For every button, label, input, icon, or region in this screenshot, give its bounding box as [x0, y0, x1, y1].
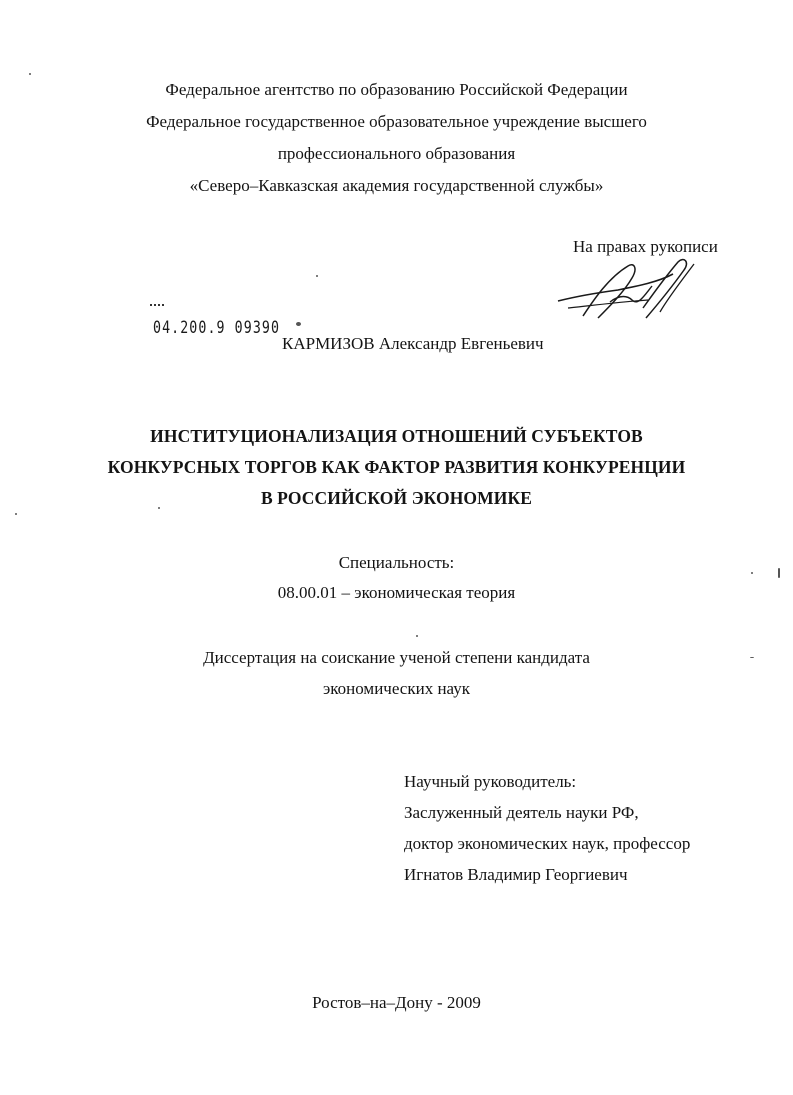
scan-speck: [416, 635, 418, 637]
library-stamp-number: 04.200.9 09390: [153, 318, 281, 338]
stamp-speck: [296, 322, 301, 326]
supervisor-label: Научный руководитель:: [404, 772, 577, 791]
supervisor-degree: доктор экономических наук, профессор: [404, 834, 691, 853]
specialty-label: Специальность:: [338, 553, 455, 572]
header-agency: Федеральное агентство по образованию Российской Федерации: [165, 80, 628, 99]
scan-speck: [29, 73, 31, 75]
header-institution: Федеральное государственное образовательное учреждение высшего: [146, 112, 647, 131]
scan-speck: [750, 657, 754, 658]
header-academy: «Северо–Кавказская академия государственной службы»: [189, 176, 604, 195]
scan-speck: [158, 507, 160, 509]
manuscript-note: На правах рукописи: [573, 237, 718, 256]
author-name: КАРМИЗОВ Александр Евгеньевич: [282, 334, 544, 353]
stamp-dots: [150, 304, 164, 309]
title-line-3: В РОССИЙСКОЙ ЭКОНОМИКЕ: [260, 488, 533, 508]
scan-mark: [778, 568, 780, 578]
supervisor-honor: Заслуженный деятель науки РФ,: [404, 803, 639, 822]
header-education: профессионального образования: [277, 144, 516, 163]
scan-speck: [316, 275, 318, 277]
place-year: Ростов–на–Дону - 2009: [312, 993, 481, 1012]
title-line-1: ИНСТИТУЦИОНАЛИЗАЦИЯ ОТНОШЕНИЙ СУБЪЕКТОВ: [150, 426, 643, 446]
supervisor-name: Игнатов Владимир Георгиевич: [404, 865, 628, 884]
scan-speck: [751, 572, 753, 574]
dissertation-line-2: экономических наук: [322, 679, 471, 698]
title-line-2: КОНКУРСНЫХ ТОРГОВ КАК ФАКТОР РАЗВИТИЯ КОНКУРЕНЦИИ: [107, 457, 686, 477]
specialty-value: 08.00.01 – экономическая теория: [277, 583, 516, 602]
dissertation-line-1: Диссертация на соискание ученой степени кандидата: [203, 648, 590, 667]
signature: [548, 256, 708, 332]
scan-speck: [15, 513, 17, 515]
